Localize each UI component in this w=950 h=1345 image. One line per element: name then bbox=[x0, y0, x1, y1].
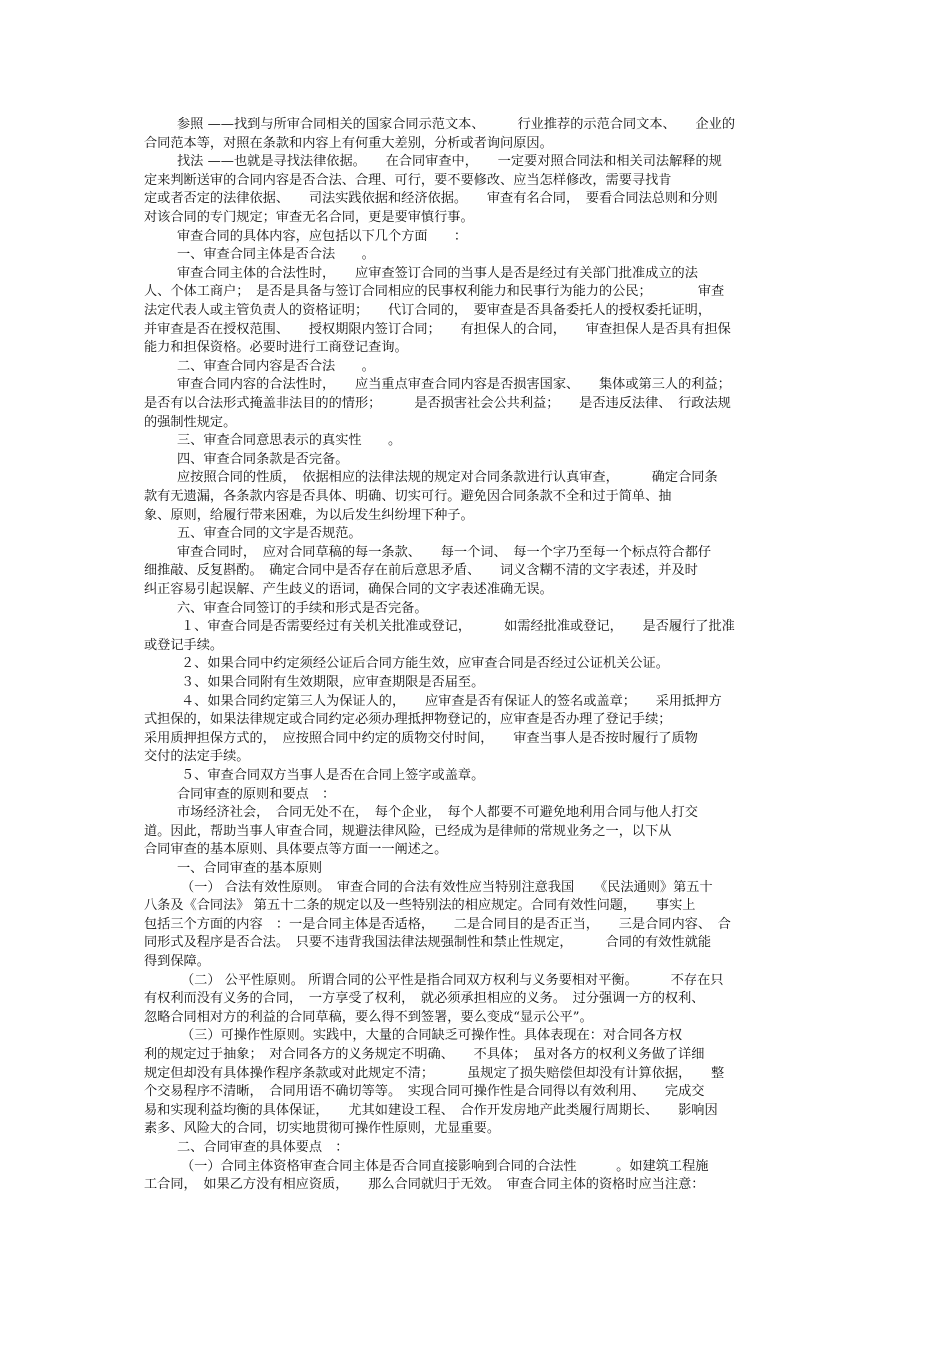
text-line: 道。因此，帮助当事人审查合同，规避法律风险，已经成为是律师的常规业务之一，以下从 bbox=[144, 823, 672, 839]
text-line: 应按照合同的性质， 依据相应的法律法规的规定对合同条款进行认真审查， 确定合同条 bbox=[177, 470, 718, 486]
text-line: 定或者否定的法律依据、 司法实践依据和经济依据。 审查有名合同， 要看合同法总则和分则 bbox=[144, 191, 718, 207]
text-line: ２、如果合同中约定须经公证后合同方能生效，应审查合同是否经过公证机关公证。 bbox=[181, 656, 669, 672]
text-line: 法定代表人或主管负责人的资格证明； 代订合同的， 要审查是否具备委托人的授权委托证明， bbox=[144, 303, 712, 318]
text-line: 是否有以合法形式掩盖非法目的的情形； 是否损害社会公共利益； 是否违反法律、 行政法规 bbox=[144, 396, 731, 411]
text-line: 审查合同的具体内容，应包括以下几个方面 ： bbox=[177, 228, 468, 244]
text-line: 二、合同审查的具体要点 ： bbox=[177, 1140, 349, 1155]
text-line: 合同审查的基本原则、具体要点等方面一一阐述之。 bbox=[144, 842, 448, 858]
text-line: 有权利而没有义务的合同， 一方享受了权利， 就必须承担相应的义务。 过分强调一方的权利、 bbox=[144, 991, 705, 1007]
text-line: 个交易程序不清晰， 合同用语不确切等等。 实现合同可操作性是合同得以有效利用、 完成交 bbox=[144, 1084, 705, 1100]
text-line: （二） 公平性原则。 所谓合同的公平性是指合同双方权利与义务要相对平衡。 不存在只 bbox=[181, 972, 724, 988]
text-line: 或登记手续。 bbox=[144, 637, 224, 653]
text-line: 合同审查的原则和要点 ： bbox=[177, 786, 336, 802]
text-line: 八条及《合同法》 第五十二条的规定以及一些特别法的相应规定。合同有效性问题， 事实上 bbox=[144, 898, 696, 914]
text-line: 交付的法定手续。 bbox=[144, 749, 250, 765]
text-line: 一、合同审查的基本原则 bbox=[177, 861, 323, 876]
text-line: 规定但却没有具体操作程序条款或对此规定不清； 虽规定了损失赔偿但却没有计算依据， 整 bbox=[144, 1065, 725, 1081]
text-line: 款有无遗漏，各条款内容是否具体、明确、切实可行。避免因合同条款不全和过于简单、抽 bbox=[144, 489, 672, 504]
text-line: 得到保障。 bbox=[144, 954, 210, 969]
text-line: 利的规定过于抽象； 对合同各方的义务规定不明确、 不具体； 虽对各方的权利义务做了详细 bbox=[144, 1047, 705, 1062]
text-line: 能力和担保资格。必要时进行工商登记查询。 bbox=[144, 340, 408, 356]
text-line: 五、审查合同的文字是否规范。 bbox=[177, 526, 362, 542]
text-line: 定来判断送审的合同内容是否合法、合理、可行，要不要修改、应当怎样修改，需要寻找肯 bbox=[144, 172, 672, 188]
text-line: 采用质押担保方式的， 应按照合同中约定的质物交付时间， 审查当事人是否按时履行了质物 bbox=[144, 730, 698, 746]
text-line: 易和实现利益均衡的具体保证， 尤其如建设工程、 合作开发房地产此类履行周期长、 影响因 bbox=[144, 1102, 718, 1118]
text-line: 审查合同内容的合法性时， 应当重点审查合同内容是否损害国家、 集体或第三人的利益； bbox=[177, 377, 731, 393]
text-line: ３、如果合同附有生效期限，应审查期限是否届至。 bbox=[181, 675, 485, 690]
text-line: 审查合同时， 应对合同草稿的每一条款、 每一个词、 每一个字乃至每一个标点符合都仔 bbox=[177, 544, 712, 560]
text-line: ４、如果合同约定第三人为保证人的， 应审查是否有保证人的签名或盖章； 采用抵押方 bbox=[181, 693, 722, 709]
text-line: 三、审查合同意思表示的真实性 。 bbox=[177, 433, 402, 449]
text-line: 合同范本等，对照在条款和内容上有何重大差别，分析或者询问原因。 bbox=[144, 135, 553, 151]
text-line: （三）可操作性原则。实践中，大量的合同缺乏可操作性。具体表现在：对合同各方权 bbox=[181, 1028, 683, 1044]
text-line: １、审查合同是否需要经过有关机关批准或登记， 如需经批准或登记， 是否履行了批准 bbox=[181, 619, 735, 635]
text-line: 式担保的，如果法律规定或合同约定必须办理抵押物登记的，应审查是否办理了登记手续； bbox=[144, 712, 672, 728]
text-line: 四、审查合同条款是否完备。 bbox=[177, 451, 349, 467]
text-line: 找法 ——也就是寻找法律依据。 在合同审查中， 一定要对照合同法和相关司法解释的规 bbox=[177, 154, 722, 170]
text-line: （一） 合法有效性原则。 审查合同的合法有效性应当特别注意我国 《民法通则》第五十 bbox=[181, 879, 713, 895]
text-line: 一、审查合同主体是否合法 。 bbox=[177, 247, 375, 263]
text-line: 忽略合同相对方的利益的合同草稿，要么得不到签署，要么变成“显示公平”。 bbox=[144, 1009, 593, 1025]
text-line: 同形式及程序是否合法。 只要不违背我国法律法规强制性和禁止性规定， 合同的有效性就能 bbox=[144, 935, 712, 951]
text-line: 象、原则，给履行带来困难，为以后发生纠纷埋下种子。 bbox=[144, 507, 474, 523]
text-line: 的强制性规定。 bbox=[144, 414, 237, 430]
text-line: 人、个体工商户； 是否是具备与签订合同相应的民事权利能力和民事行为能力的公民； 审查 bbox=[144, 284, 725, 300]
text-line: 并审查是否在授权范围、 授权期限内签订合同； 有担保人的合同， 审查担保人是否具有担保 bbox=[144, 321, 731, 337]
text-line: 六、审查合同签订的手续和形式是否完备。 bbox=[177, 600, 428, 616]
text-line: 纠正容易引起误解、产生歧义的语词，确保合同的文字表述准确无误。 bbox=[144, 582, 553, 597]
text-line: 素多、风险大的合同，切实地贯彻可操作性原则，尤显重要。 bbox=[144, 1121, 501, 1137]
text-line: 市场经济社会， 合同无处不在， 每个企业， 每个人都要不可避免地利用合同与他人打交 bbox=[177, 805, 698, 821]
text-line: 对该合同的专门规定；审查无名合同，更是要审慎行事。 bbox=[144, 210, 474, 225]
text-line: 参照 ——找到与所审合同相关的国家合同示范文本、 行业推荐的示范合同文本、 企业的 bbox=[177, 117, 736, 132]
text-line: ５、审查合同双方当事人是否在合同上签字或盖章。 bbox=[181, 768, 485, 783]
text-line: 二、审查合同内容是否合法 。 bbox=[177, 358, 375, 374]
text-line: 包括三个方面的内容 ：一是合同主体是否适格， 二是合同目的是否正当， 三是合同内容、 合 bbox=[144, 916, 731, 932]
text-line: （一）合同主体资格审查合同主体是否合同直接影响到合同的合法性 。如建筑工程施 bbox=[181, 1158, 709, 1174]
text-line: 工合同， 如果乙方没有相应资质， 那么合同就归于无效。 审查合同主体的资格时应当注意： bbox=[144, 1177, 705, 1193]
text-line: 细推敲、反复斟酌。 确定合同中是否存在前后意思矛盾、 词义含糊不清的文字表述，并及时 bbox=[144, 563, 698, 579]
text-line: 审查合同主体的合法性时， 应审查签订合同的当事人是否是经过有关部门批准成立的法 bbox=[177, 265, 698, 281]
